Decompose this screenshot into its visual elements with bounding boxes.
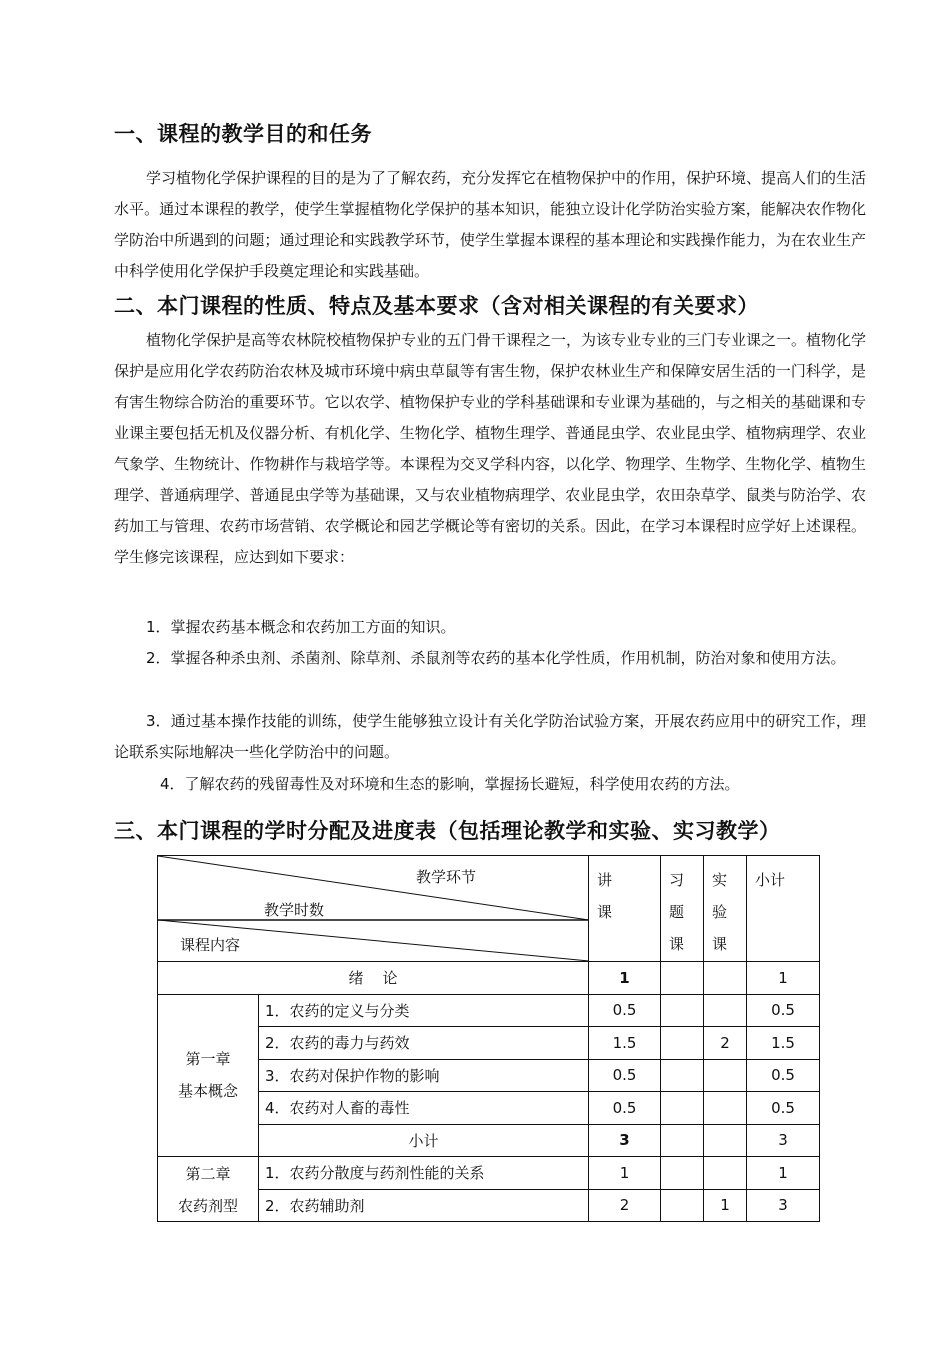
- ch2-row1-lecture: 1: [589, 1157, 661, 1190]
- ch2-row2-exercise: [661, 1189, 704, 1222]
- header-exercise: [661, 856, 704, 962]
- header-teaching-hours: 教学时数: [264, 901, 325, 919]
- ch1-subtotal-total: 3: [747, 1124, 820, 1157]
- intro-lecture: 1: [589, 962, 661, 995]
- ch2-row2-subtotal: 3: [747, 1189, 820, 1222]
- ch1-subtotal-label: 小计: [259, 1124, 589, 1157]
- ch2-row2-lab: 1: [704, 1189, 747, 1222]
- table-row: [158, 962, 820, 995]
- ch2-row2-lecture: 2: [589, 1189, 661, 1222]
- chapter2-title-line1: 第二章: [158, 1157, 259, 1190]
- ch1-row2-subtotal: 1.5: [747, 1027, 820, 1060]
- ch1-row3-exercise: [661, 1059, 704, 1092]
- ch2-row2-topic: 2．农药辅助剂: [259, 1189, 589, 1222]
- ch1-row2-exercise: [661, 1027, 704, 1060]
- ch2-row1-subtotal: 1: [747, 1157, 820, 1190]
- table-row: [158, 1189, 820, 1222]
- ch1-row4-subtotal: 0.5: [747, 1092, 820, 1125]
- chapter1-title: [158, 994, 259, 1157]
- ch1-row4-lab: [704, 1092, 747, 1125]
- ch1-row3-topic: 3．农药对保护作物的影响: [259, 1059, 589, 1092]
- header-exercise-label: 习 题 课: [669, 871, 685, 953]
- schedule-table: [157, 855, 820, 1222]
- intro-label-text: 绪 论: [348, 969, 398, 988]
- section1-heading: 一、课程的教学目的和任务: [114, 122, 372, 146]
- requirement-item-1: 1．掌握农药基本概念和农药加工方面的知识。: [146, 618, 456, 636]
- table-row: [158, 994, 820, 1027]
- header-subtotal-label: 小计: [755, 871, 786, 889]
- chapter2-title-line2: 农药剂型: [158, 1189, 259, 1222]
- requirement-item-2: 2．掌握各种杀虫剂、杀菌剂、除草剂、杀鼠剂等农药的基本化学性质，作用机制，防治对象和使用方法。: [146, 649, 846, 667]
- ch1-row1-lecture: 0.5: [589, 994, 661, 1027]
- ch1-subtotal-exercise: [661, 1124, 704, 1157]
- ch1-row3-subtotal: 0.5: [747, 1059, 820, 1092]
- intro-label: [158, 962, 589, 995]
- ch1-row1-topic: 1．农药的定义与分类: [259, 994, 589, 1027]
- ch1-row1-lab: [704, 994, 747, 1027]
- table-row: [158, 1157, 820, 1190]
- ch1-row4-exercise: [661, 1092, 704, 1125]
- section3-heading: 三、本门课程的学时分配及进度表（包括理论教学和实验、实习教学）: [114, 819, 781, 843]
- table-header-row: [158, 856, 820, 962]
- ch2-row1-exercise: [661, 1157, 704, 1190]
- diagonal-header-cell: [158, 856, 589, 962]
- ch1-row4-lecture: 0.5: [589, 1092, 661, 1125]
- ch1-row2-lab: 2: [704, 1027, 747, 1060]
- section2-heading: 二、本门课程的性质、特点及基本要求（含对相关课程的有关要求）: [114, 294, 759, 318]
- header-lecture-label: 讲 课: [597, 871, 613, 921]
- requirement-item-4: 4．了解农药的残留毒性及对环境和生态的影响，掌握扬长避短，科学使用农药的方法。: [160, 775, 740, 793]
- header-course-content: 课程内容: [180, 936, 241, 954]
- header-subtotal: [747, 856, 820, 962]
- header-lab-label: 实 验 课: [712, 871, 728, 953]
- ch1-row2-topic: 2．农药的毒力与药效: [259, 1027, 589, 1060]
- ch2-row1-lab: [704, 1157, 747, 1190]
- header-teaching-link: 教学环节: [416, 868, 477, 886]
- ch1-subtotal-lecture: 3: [589, 1124, 661, 1157]
- ch1-row1-exercise: [661, 994, 704, 1027]
- ch1-row4-topic: 4．农药对人畜的毒性: [259, 1092, 589, 1125]
- chapter1-title-text: 第一章 基本概念: [177, 1050, 238, 1101]
- ch2-row1-topic: 1．农药分散度与药剂性能的关系: [259, 1157, 589, 1190]
- header-lab: [704, 856, 747, 962]
- intro-exercise: [661, 962, 704, 995]
- requirement-item-3: 3．通过基本操作技能的训练，使学生能够独立设计有关化学防治试验方案，开展农药应用中的研究工作，理论联系实际地解决一些化学防治中的问题。: [114, 712, 866, 761]
- ch1-row3-lab: [704, 1059, 747, 1092]
- section1-paragraph: 学习植物化学保护课程的目的是为了了解农药，充分发挥它在植物保护中的作用，保护环境、提高人们的生活水平。通过本课程的教学，使学生掌握植物化学保护的基本知识，能独立设计化学防治实验方案，能解决农作物化学防治中所遇到的问题；通过理论和实践教学环节，使学生掌握本课程的基本理论和实践操作能力，为在农业生产中科学使用化学保护手段奠定理论和实践基础。: [114, 169, 867, 280]
- ch1-row2-lecture: 1.5: [589, 1027, 661, 1060]
- ch1-row3-lecture: 0.5: [589, 1059, 661, 1092]
- section2-paragraph: 植物化学保护是高等农林院校植物保护专业的五门骨干课程之一，为该专业专业的三门专业课之一。植物化学保护是应用化学农药防治农林及城市环境中病虫草鼠等有害生物，保护农林业生产和保障安居生活的一门科学，是有害生物综合防治的重要环节。它以农学、植物保护专业的学科基础课和专业课为基础的，与之相关的基础课和专业课主要包括无机及仪器分析、有机化学、生物化学、植物生理学、普通昆虫学、农业昆虫学、植物病理学、农业气象学、生物统计、作物耕作与栽培学等。本课程为交叉学科内容，以化学、物理学、生物学、生物化学、植物生理学、普通病理学、普通昆虫学等为基础课，又与农业植物病理学、农业昆虫学，农田杂草学、鼠类与防治学、农药加工与管理、农药市场营销、农学概论和园艺学概论等有密切的关系。因此，在学习本课程时应学好上述课程。学生修完该课程，应达到如下要求：: [114, 331, 867, 566]
- ch1-row1-subtotal: 0.5: [747, 994, 820, 1027]
- header-lecture: [589, 856, 661, 962]
- ch1-subtotal-lab: [704, 1124, 747, 1157]
- intro-lab: [704, 962, 747, 995]
- intro-subtotal: 1: [747, 962, 820, 995]
